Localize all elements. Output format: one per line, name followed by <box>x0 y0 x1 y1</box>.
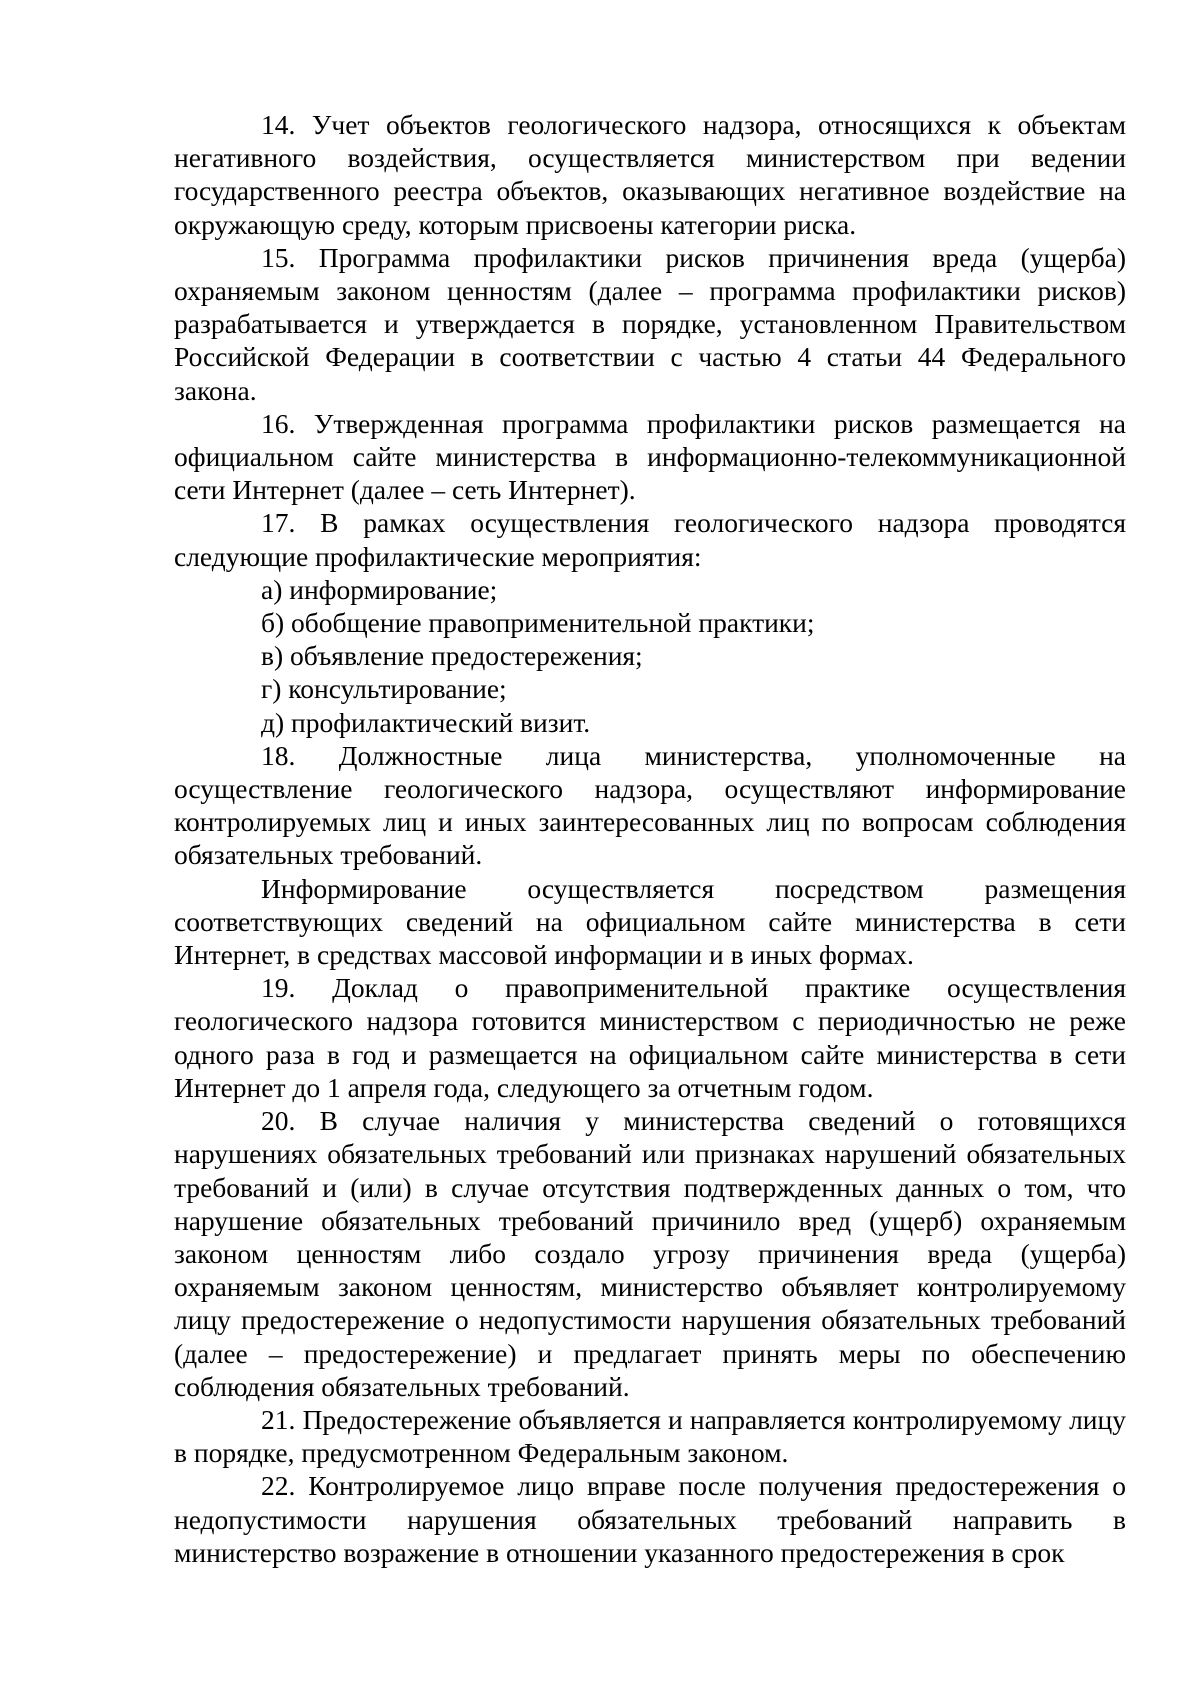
list-item: в) объявление предостережения; <box>261 640 643 672</box>
list-item: д) профилактический визит. <box>261 706 591 738</box>
paragraph-20: 20. В случае наличия у министерства сведений о готовящихся нарушениях обязательных требований или признаках нарушений обязательных требований и (или) в случае отсутствия подтвержденных данных о том, что нарушение обязательных требований причинило вред (ущерб) охраняемым законом ценностям либо создало угрозу причинения вреда (ущерба) охраняемым законом ценностям, министерство объявляет контролируемому лицу предостережение о недопустимости нарушения обязательных требований (далее – предостережение) и предлагает принять меры по обеспечению соблюдения обязательных требований. <box>174 1105 1126 1402</box>
paragraph-14: 14. Учет объектов геологического надзора, относящихся к объектам негативного воздействия, осуществляется министерством при ведении государственного реестра объектов, оказывающих негативное воздействие на окружающую среду, которым присвоены категории риска. <box>174 109 1126 240</box>
paragraph-18-informing: Информирование осуществляется посредством размещения соответствующих сведений на официальном сайте министерства в сети Интернет, в средствах массовой информации и в иных формах. <box>174 872 1126 971</box>
paragraph-19: 19. Доклад о правоприменительной практике осуществления геологического надзора готовится министерством с периодичностью не реже одного раза в год и размещается на официальном сайте министерства в сети Интернет до 1 апреля года, следующего за отчетным годом. <box>174 972 1126 1103</box>
paragraph-22: 22. Контролируемое лицо вправе после получения предостережения о недопустимости нарушения обязательных требований направить в министерство возражение в отношении указанного предостережения в срок <box>174 1470 1126 1568</box>
document-page <box>174 108 1126 1569</box>
paragraph-17: 17. В рамках осуществления геологического надзора проводятся следующие профилактические мероприятия: <box>174 507 1126 572</box>
paragraph-18: 18. Должностные лица министерства, уполномоченные на осуществление геологического надзора, осуществляют информирование контролируемых лиц и иных заинтересованных лиц по вопросам соблюдения обязательных требований. <box>174 739 1126 871</box>
list-item: а) информирование; <box>261 573 498 605</box>
list-item: г) консультирование; <box>261 673 507 705</box>
list-item: б) обобщение правоприменительной практики; <box>261 607 815 639</box>
paragraph-21: 21. Предостережение объявляется и направляется контролируемому лицу в порядке, предусмотренном Федеральным законом. <box>174 1403 1126 1469</box>
paragraph-16: 16. Утвержденная программа профилактики рисков размещается на официальном сайте министерства в информационно-телекоммуникационной сети Интернет (далее – сеть Интернет). <box>174 407 1126 506</box>
paragraph-15: 15. Программа профилактики рисков причинения вреда (ущерба) охраняемым законом ценностям (далее – программа профилактики рисков) разрабатывается и утверждается в порядке, установленном Правительством Российской Федерации в соответствии с частью 4 статьи 44 Федерального закона. <box>174 241 1126 406</box>
